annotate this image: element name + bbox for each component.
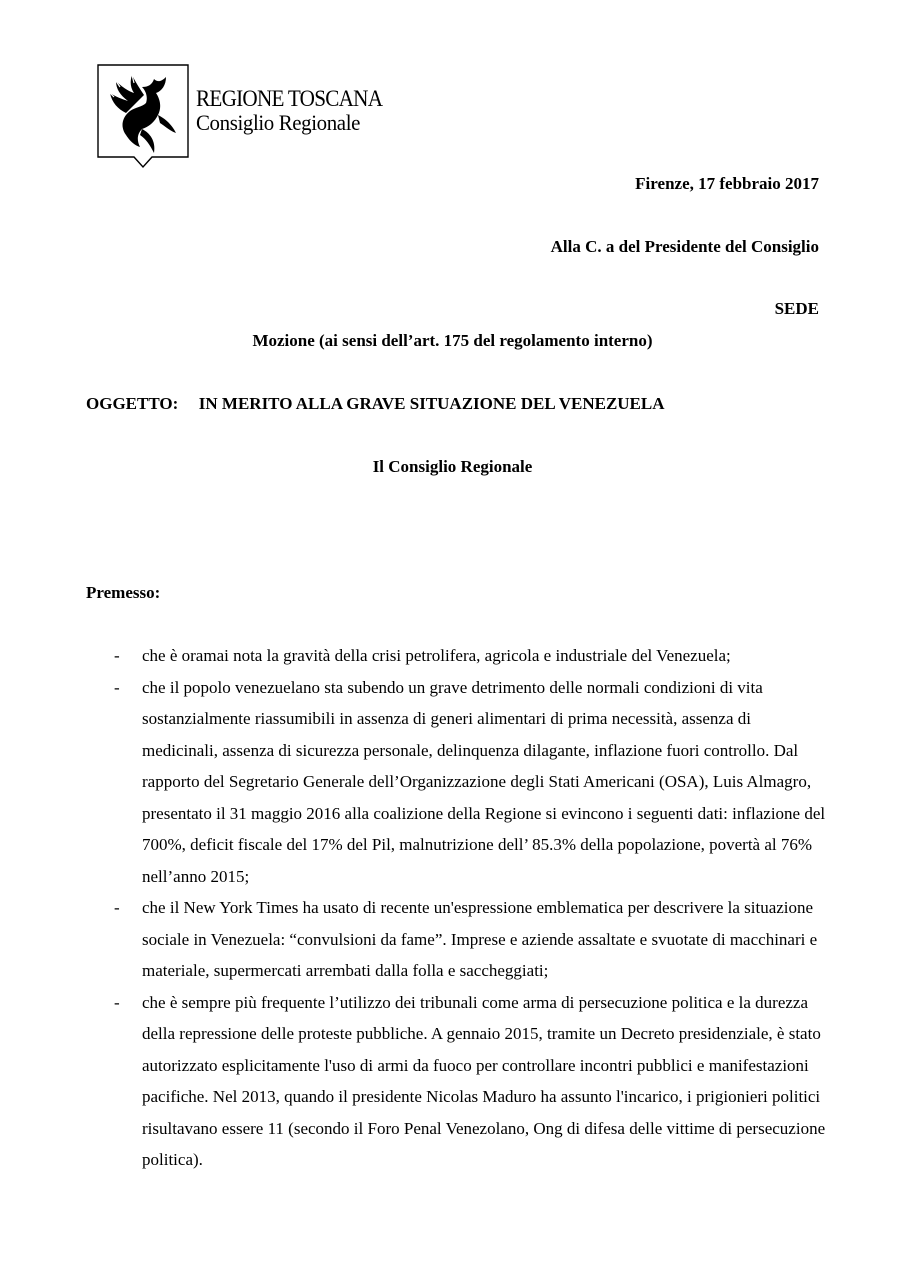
list-dash: - [114,646,120,665]
motion-title: Mozione (ai sensi dell’art. 175 del regolamento interno) [252,331,653,350]
list-item [86,640,826,672]
sede: SEDE [774,299,819,318]
subject-text: IN MERITO ALLA GRAVE SITUAZIONE DEL VENEZUELA [198,394,665,413]
list-dash: - [114,898,120,917]
subject-line [86,394,665,414]
list-item [86,672,826,893]
list-item [86,892,826,987]
org-logotype [196,87,398,134]
list-item [86,987,826,1176]
list-item-text: che è oramai nota la gravità della crisi petrolifera, agricola e industriale del Venezuela; [142,646,731,665]
pegasus-shield-icon [96,63,190,169]
premesso-heading: Premesso: [86,583,161,602]
list-item-text: che il New York Times ha usato di recente un'espressione emblematica per descrivere la situazione sociale in Venezuela: “convulsioni da fame”. Imprese e aziende assaltate e svuotate di macchinari e materiale, supermercati arrembati dalla folla e saccheggiati; [142,898,818,980]
council-heading: Il Consiglio Regionale [372,457,533,476]
list-item-text: che il popolo venezuelano sta subendo un grave detrimento delle normali condizioni di vita sostanzialmente riassumibili in assenza di generi alimentari di prima necessità, assenza di medicinali, assenza di sicurezza personale, delinquenza dilagante, inflazione fuori controllo. Dal rapporto del Segretario Generale dell’Organizzazione degli Stati Americani (OSA), Luis Almagro, presentato il 31 maggio 2016 alla coalizione della Regione si evincono i seguenti dati: inflazione del 700%, deficit fiscale del 17% del Pil, malnutrizione dell’ 85.3% della popolazione, povertà al 76% nell’anno 2015; [142,677,826,886]
place-date: Firenze, 17 febbraio 2017 [635,174,819,193]
subject-label: OGGETTO: [86,394,179,413]
org-subtitle: Consiglio Regionale [196,110,361,135]
list-item-text: che è sempre più frequente l’utilizzo dei tribunali come arma di persecuzione politica e la durezza della repressione delle proteste pubbliche. A gennaio 2015, tramite un Decreto presidenziale, è stato autorizzato esplicitamente l'uso di armi da fuoco per controllare incontri pubblici e manifestazioni pacifiche. Nel 2013, quando il presidente Nicolas Maduro ha assunto l'incarico, i prigionieri politici risultavano essere 11 (secondo il Foro Penal Venezolano, Ong di difesa delle vittime di persecuzione politica). [142,992,826,1169]
org-name: REGIONE TOSCANA [196,86,383,111]
list-dash: - [114,992,120,1012]
addressee: Alla C. a del Presidente del Consiglio [550,237,819,256]
list-dash: - [114,677,120,697]
recitals-list [86,640,826,1176]
